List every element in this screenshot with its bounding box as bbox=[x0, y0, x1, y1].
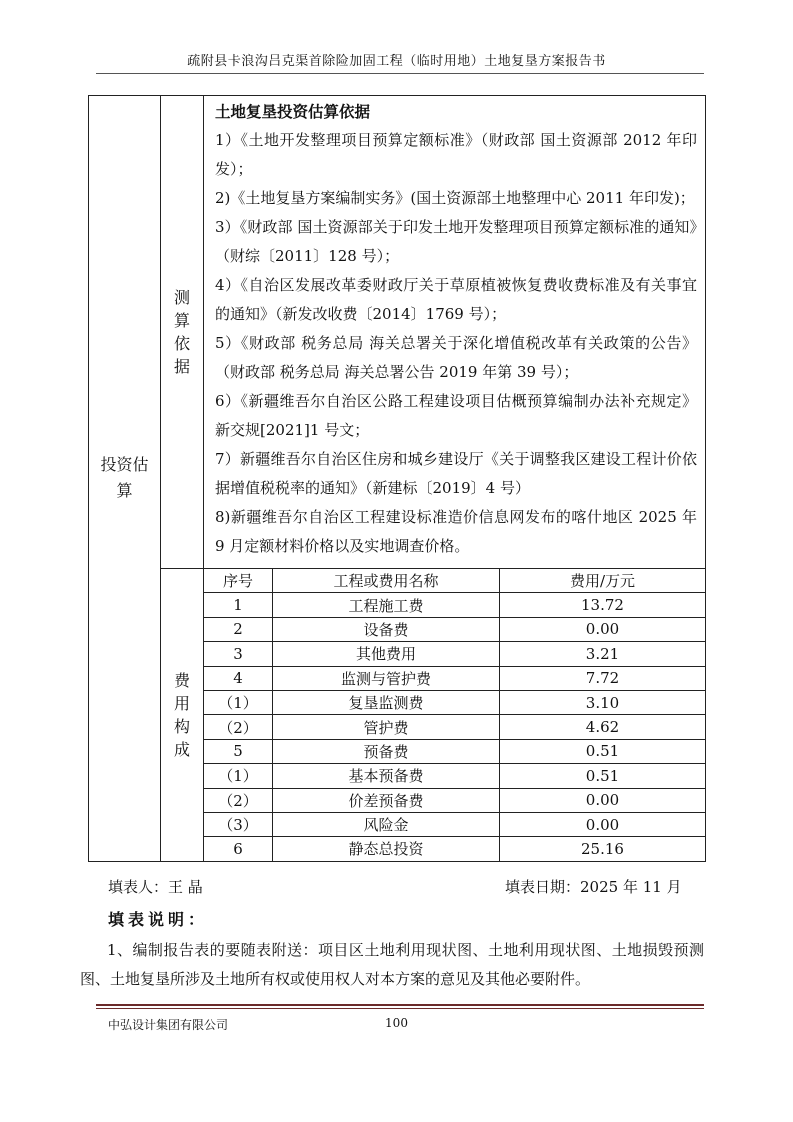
label-calculation-basis bbox=[161, 96, 204, 569]
footer-rule bbox=[96, 1004, 704, 1006]
notes-text: 1、编制报告表的要随表附送：项目区土地利用现状图、土地利用现状图、土地损毁预测图、土地复垦所涉及土地所有权或使用权人对本方案的意见及其他必要附件。 bbox=[80, 941, 704, 988]
label-cost-composition bbox=[161, 569, 204, 862]
notes-title: 填表说明： bbox=[108, 910, 209, 929]
section-label-investment-estimate bbox=[89, 96, 161, 862]
row-amount: 7.72 bbox=[500, 666, 706, 690]
cost-table bbox=[204, 569, 705, 861]
label-char: 测 bbox=[173, 288, 190, 307]
row-amount: 0.51 bbox=[500, 739, 706, 763]
basis-item: 7）新疆维吾尔自治区住房和城乡建设厅《关于调整我区建设工程计价依据增值税税率的通知》（新建标〔2019〕4 号） bbox=[215, 450, 697, 497]
section-label-line: 算 bbox=[116, 481, 133, 501]
row-amount: 3.21 bbox=[500, 642, 706, 666]
table-row bbox=[204, 764, 705, 788]
row-item: 监测与管护费 bbox=[273, 666, 500, 690]
label-char: 依 bbox=[173, 334, 190, 353]
row-index: （1） bbox=[204, 690, 273, 714]
table-row bbox=[204, 690, 705, 714]
label-char: 算 bbox=[173, 311, 190, 330]
row-index: 4 bbox=[204, 666, 273, 690]
row-item: 复垦监测费 bbox=[273, 690, 500, 714]
fill-date: 填表日期：2025 年 11 月 bbox=[505, 878, 682, 896]
basis-item: 3）《财政部 国土资源部关于印发土地开发整理项目预算定额标准的通知》（财综〔2011〕128 号）； bbox=[215, 218, 697, 265]
calculation-basis-content bbox=[204, 96, 706, 569]
table-row bbox=[204, 642, 705, 666]
row-amount: 13.72 bbox=[500, 593, 706, 617]
cost-composition-cell bbox=[204, 569, 706, 862]
label-char: 用 bbox=[173, 693, 190, 713]
column-header: 工程或费用名称 bbox=[273, 569, 500, 593]
row-amount: 0.00 bbox=[500, 788, 706, 812]
row-item: 风险金 bbox=[273, 812, 500, 836]
label-char: 成 bbox=[173, 739, 190, 759]
basis-item: 4）《自治区发展改革委财政厅关于草原植被恢复费收费标准及有关事宜的通知》（新发改收费〔2014〕1769 号）； bbox=[215, 276, 697, 323]
row-amount: 0.00 bbox=[500, 812, 706, 836]
basis-item: 8)新疆维吾尔自治区工程建设标准造价信息网发布的喀什地区 2025 年 9 月定额材料价格以及实地调查价格。 bbox=[215, 508, 697, 555]
company-name: 中弘设计集团有限公司 bbox=[108, 1018, 229, 1032]
column-header: 费用/万元 bbox=[500, 569, 706, 593]
table-row bbox=[204, 715, 705, 739]
row-item: 管护费 bbox=[273, 715, 500, 739]
footer-rule bbox=[96, 1008, 704, 1009]
section-label-line: 投资估 bbox=[100, 455, 149, 475]
row-index: （2） bbox=[204, 788, 273, 812]
label-char: 据 bbox=[173, 357, 190, 376]
row-index: 5 bbox=[204, 739, 273, 763]
table-row bbox=[204, 617, 705, 641]
row-item: 预备费 bbox=[273, 739, 500, 763]
row-item: 设备费 bbox=[273, 617, 500, 641]
row-index: 6 bbox=[204, 837, 273, 861]
row-index: （1） bbox=[204, 764, 273, 788]
row-index: （3） bbox=[204, 812, 273, 836]
table-row bbox=[204, 837, 705, 861]
label-char: 费 bbox=[173, 670, 190, 690]
row-index: 3 bbox=[204, 642, 273, 666]
header-rule bbox=[96, 73, 704, 74]
row-item: 静态总投资 bbox=[273, 837, 500, 861]
row-amount: 0.00 bbox=[500, 617, 706, 641]
row-index: 1 bbox=[204, 593, 273, 617]
table-row bbox=[204, 666, 705, 690]
label-char: 构 bbox=[173, 716, 190, 736]
basis-item: 2)《土地复垦方案编制实务》(国土资源部土地整理中心 2011 年印发)； bbox=[215, 189, 695, 207]
row-amount: 25.16 bbox=[500, 837, 706, 861]
column-header: 序号 bbox=[204, 569, 273, 593]
row-amount: 3.10 bbox=[500, 690, 706, 714]
basis-title: 土地复垦投资估算依据 bbox=[215, 103, 371, 121]
basis-item: 1）《土地开发整理项目预算定额标准》（财政部 国土资源部 2012 年印发）； bbox=[215, 131, 697, 178]
page-number: 100 bbox=[385, 1016, 408, 1030]
row-amount: 4.62 bbox=[500, 715, 706, 739]
table-row bbox=[204, 593, 705, 617]
basis-item: 6）《新疆维吾尔自治区公路工程建设项目估概预算编制办法补充规定》新交规[2021]1 号文； bbox=[215, 392, 697, 439]
filler-name: 填表人：王 晶 bbox=[108, 878, 203, 896]
row-index: （2） bbox=[204, 715, 273, 739]
row-item: 价差预备费 bbox=[273, 788, 500, 812]
table-row bbox=[204, 812, 705, 836]
basis-item: 5）《财政部 税务总局 海关总署关于深化增值税改革有关政策的公告》（财政部 税务总局 海关总署公告 2019 年第 39 号）； bbox=[215, 334, 697, 381]
table-row bbox=[204, 788, 705, 812]
row-index: 2 bbox=[204, 617, 273, 641]
investment-estimate-table bbox=[88, 95, 706, 862]
row-amount: 0.51 bbox=[500, 764, 706, 788]
row-item: 基本预备费 bbox=[273, 764, 500, 788]
row-item: 其他费用 bbox=[273, 642, 500, 666]
table-row bbox=[204, 739, 705, 763]
cost-header-row bbox=[204, 569, 705, 593]
row-item: 工程施工费 bbox=[273, 593, 500, 617]
page-header: 疏附县卡浪沟吕克渠首除险加固工程（临时用地）土地复垦方案报告书 bbox=[187, 54, 606, 69]
